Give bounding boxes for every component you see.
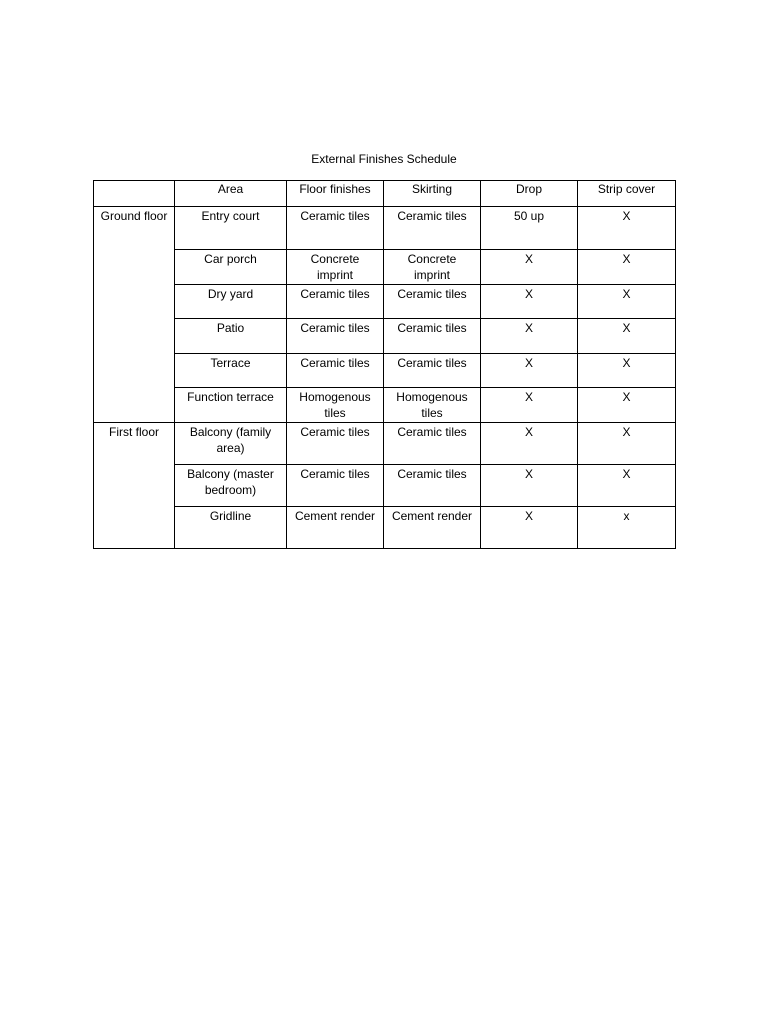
area-cell: Gridline — [175, 507, 287, 549]
header-cell-strip-cover: Strip cover — [578, 181, 676, 207]
header-cell-skirting: Skirting — [384, 181, 481, 207]
header-row — [94, 181, 676, 207]
floor-finishes-cell: Concrete imprint — [287, 250, 384, 285]
floor-finishes-cell: Ceramic tiles — [287, 354, 384, 388]
floor-finishes-cell: Ceramic tiles — [287, 319, 384, 354]
strip-cover-cell: x — [578, 507, 676, 549]
floor-group-cell: First floor — [94, 423, 175, 549]
strip-cover-cell: X — [578, 354, 676, 388]
drop-cell: X — [481, 465, 578, 507]
floor-group-cell: Ground floor — [94, 207, 175, 423]
finishes-schedule-table — [93, 180, 676, 549]
strip-cover-cell: X — [578, 465, 676, 507]
area-cell: Balcony (master bedroom) — [175, 465, 287, 507]
skirting-cell: Ceramic tiles — [384, 465, 481, 507]
table-row — [94, 465, 676, 507]
skirting-cell: Homogenous tiles — [384, 388, 481, 423]
area-cell: Dry yard — [175, 285, 287, 319]
area-cell: Terrace — [175, 354, 287, 388]
table-row — [94, 285, 676, 319]
area-cell: Car porch — [175, 250, 287, 285]
table-row — [94, 319, 676, 354]
floor-finishes-cell: Ceramic tiles — [287, 465, 384, 507]
drop-cell: X — [481, 423, 578, 465]
table-row — [94, 354, 676, 388]
strip-cover-cell: X — [578, 207, 676, 250]
strip-cover-cell: X — [578, 250, 676, 285]
skirting-cell: Concrete imprint — [384, 250, 481, 285]
drop-cell: X — [481, 507, 578, 549]
floor-finishes-cell: Homogenous tiles — [287, 388, 384, 423]
header-cell-drop: Drop — [481, 181, 578, 207]
strip-cover-cell: X — [578, 319, 676, 354]
strip-cover-cell: X — [578, 285, 676, 319]
area-cell: Balcony (family area) — [175, 423, 287, 465]
floor-finishes-cell: Ceramic tiles — [287, 423, 384, 465]
floor-finishes-cell: Ceramic tiles — [287, 285, 384, 319]
header-cell-floor-finishes: Floor finishes — [287, 181, 384, 207]
header-cell-area: Area — [175, 181, 287, 207]
header-cell-floor — [94, 181, 175, 207]
table-row — [94, 423, 676, 465]
drop-cell: X — [481, 250, 578, 285]
table-row — [94, 388, 676, 423]
drop-cell: X — [481, 388, 578, 423]
table-row — [94, 507, 676, 549]
floor-finishes-cell: Ceramic tiles — [287, 207, 384, 250]
drop-cell: X — [481, 285, 578, 319]
skirting-cell: Ceramic tiles — [384, 319, 481, 354]
drop-cell: X — [481, 319, 578, 354]
skirting-cell: Ceramic tiles — [384, 354, 481, 388]
strip-cover-cell: X — [578, 388, 676, 423]
skirting-cell: Ceramic tiles — [384, 423, 481, 465]
skirting-cell: Cement render — [384, 507, 481, 549]
drop-cell: X — [481, 354, 578, 388]
strip-cover-cell: X — [578, 423, 676, 465]
drop-cell: 50 up — [481, 207, 578, 250]
floor-finishes-cell: Cement render — [287, 507, 384, 549]
table-row — [94, 207, 676, 250]
area-cell: Patio — [175, 319, 287, 354]
area-cell: Entry court — [175, 207, 287, 250]
skirting-cell: Ceramic tiles — [384, 285, 481, 319]
table-row — [94, 250, 676, 285]
skirting-cell: Ceramic tiles — [384, 207, 481, 250]
schedule-title: External Finishes Schedule — [311, 152, 457, 166]
area-cell: Function terrace — [175, 388, 287, 423]
